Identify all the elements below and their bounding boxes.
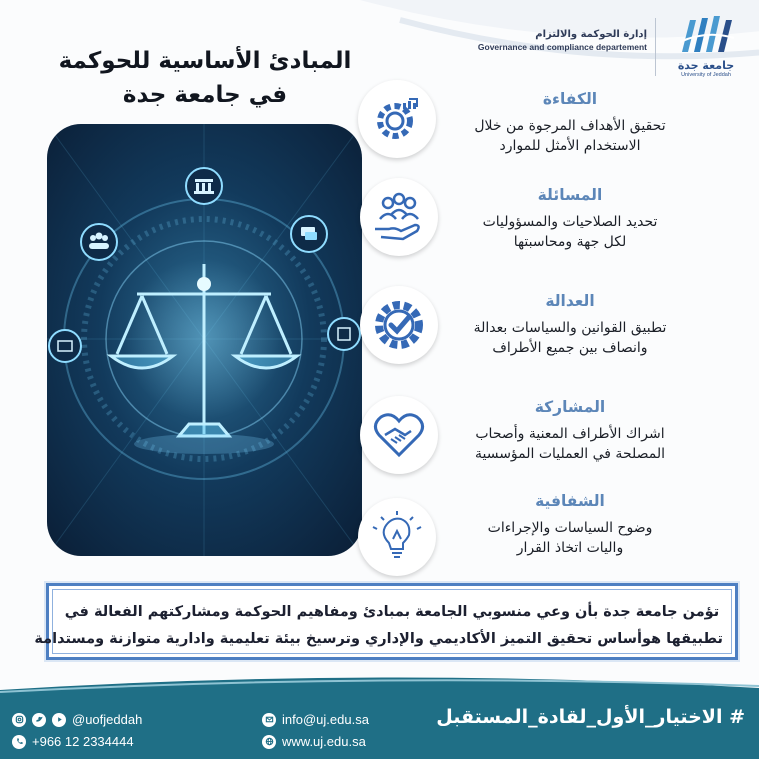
gear-efficiency-icon: [369, 91, 425, 147]
email-text: info@uj.edu.sa: [282, 712, 369, 727]
logo-english-name: University of Jeddah: [681, 72, 731, 78]
email-icon: [262, 713, 276, 727]
principle-heading: الكفاءة: [542, 90, 598, 108]
principle-description: [448, 424, 692, 464]
logo-mark-icon: [676, 12, 736, 56]
principle-description-line-1: اشراك الأطراف المعنية وأصحاب: [475, 426, 665, 442]
principle-description-line-2: وانصاف بين جميع الأطراف: [492, 340, 648, 356]
summary-line-1: تؤمن جامعة جدة بأن وعي منسوبي الجامعة بمبادئ ومفاهيم الحوكمة ومشاركتهم الفعالة في: [64, 604, 720, 620]
website-link[interactable]: [262, 734, 366, 749]
title-line-1: المبادئ الأساسية للحوكمة: [58, 48, 352, 74]
principle-description: [448, 518, 692, 558]
email-link[interactable]: [262, 712, 369, 727]
social-handle[interactable]: [12, 712, 142, 727]
summary-line-2: تطبيقها هوأساس تحقيق التميز الأكاديمي والإداري وترسيخ بيئة تعليمية وادارية متوازنة ومستدامة: [34, 631, 723, 647]
accountability-icon-circle: [360, 178, 438, 256]
lightbulb-icon: [369, 509, 425, 565]
globe-icon: [262, 735, 276, 749]
principle-description-line-2: المصلحة في العمليات المؤسسية: [474, 446, 666, 462]
instagram-icon: [12, 713, 26, 727]
efficiency-icon-circle: [358, 80, 436, 158]
principle-heading: المشاركة: [534, 398, 606, 416]
principle-efficiency: [448, 88, 692, 156]
department-name: [397, 28, 647, 53]
hashtag-slogan[interactable]: # الاختيار_الأول_لقادة_المستقبل: [436, 706, 745, 728]
summary-box: [34, 583, 738, 660]
principle-transparency: [448, 490, 692, 558]
summary-inner: [34, 589, 732, 654]
participation-icon-circle: [360, 396, 438, 474]
principle-heading: العدالة: [545, 292, 595, 310]
page-title: [40, 44, 370, 112]
principle-description: [448, 116, 692, 156]
hero-illustration: [47, 124, 362, 556]
website-text: www.uj.edu.sa: [282, 734, 366, 749]
principle-description-line-1: تطبيق القوانين والسياسات بعدالة: [473, 320, 667, 336]
principle-participation: [448, 396, 692, 464]
phone-number-text: +966 12 2334444: [32, 734, 134, 749]
phone-number[interactable]: [12, 734, 134, 749]
people-hand-icon: [371, 189, 427, 245]
principle-description-line-1: وضوح السياسات والإجراءات: [487, 520, 653, 536]
principle-description: [448, 318, 692, 358]
principle-description-line-2: لكل جهة ومحاسبتها: [513, 234, 627, 250]
principle-description-line-1: تحديد الصلاحيات والمسؤوليات: [482, 214, 658, 230]
university-logo: [661, 12, 751, 82]
youtube-icon: [52, 713, 66, 727]
logo-arabic-name: جامعة جدة: [677, 59, 735, 72]
twitter-icon: [32, 713, 46, 727]
principle-description-line-2: الاستخدام الأمثل للموارد: [499, 138, 641, 154]
principle-description-line-1: تحقيق الأهداف المرجوة من خلال: [474, 118, 666, 134]
social-handle-text: @uofjeddah: [72, 712, 143, 727]
principle-heading: الشفافية: [535, 492, 605, 510]
logo-divider: [655, 18, 656, 76]
transparency-icon-circle: [358, 498, 436, 576]
principle-justice: [448, 290, 692, 358]
heart-handshake-icon: [371, 407, 427, 463]
department-name-arabic: إدارة الحوكمة والالتزام: [535, 29, 647, 40]
principle-accountability: [448, 184, 692, 252]
justice-icon-circle: [360, 286, 438, 364]
phone-icon: [12, 735, 26, 749]
title-line-2: في جامعة جدة: [122, 82, 288, 108]
principle-description-line-2: واليات اتخاذ القرار: [516, 540, 624, 556]
principle-heading: المسائلة: [537, 186, 603, 204]
department-name-english: Governance and compliance departement: [477, 42, 647, 52]
justice-scale-hero-image: [47, 124, 362, 556]
principle-description: [448, 212, 692, 252]
gear-check-icon: [371, 297, 427, 353]
